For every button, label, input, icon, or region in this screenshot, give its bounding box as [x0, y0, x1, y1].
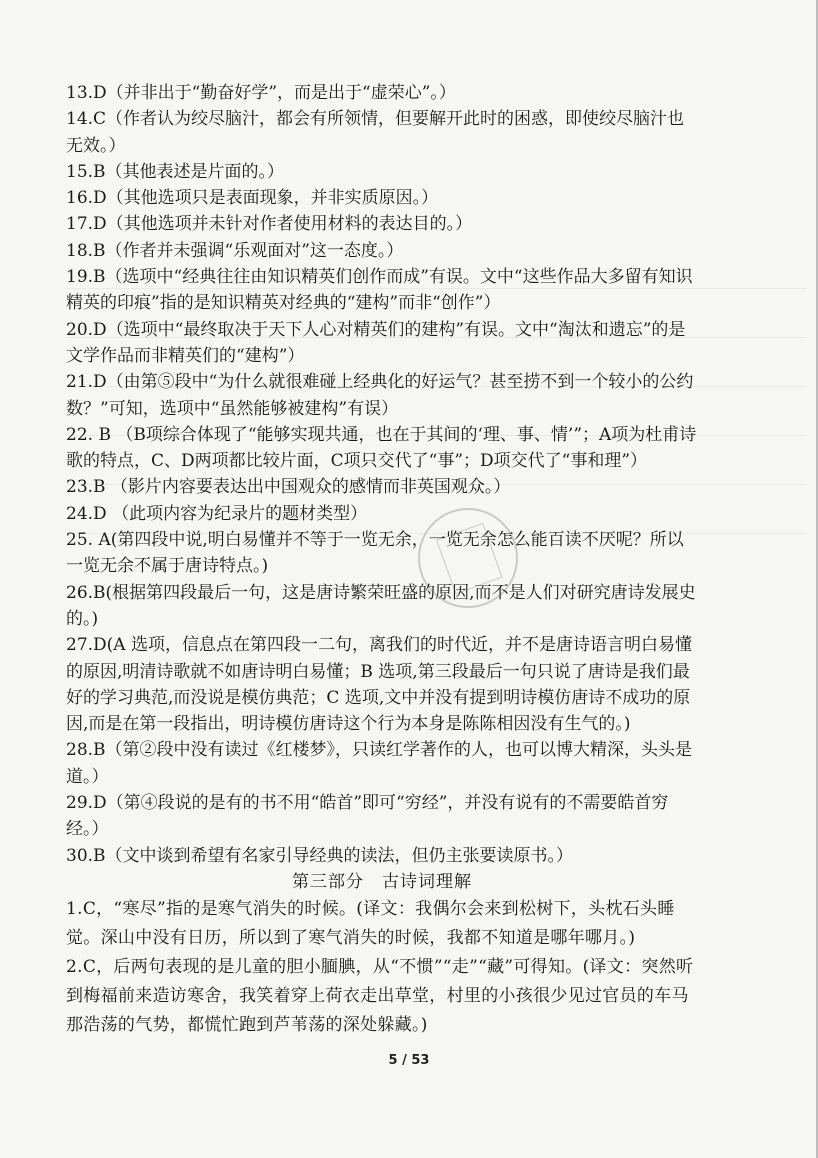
answer-21: 21.D（由第⑤段中“为什么就很难碰上经典化的好运气？甚至捞不到一个较小的公约数？”可知，选项中“虽然能够被建构”有误） [66, 372, 694, 419]
answer-13: 13.D（并非出于“勤奋好学”，而是出于“虚荣心”。） [66, 83, 456, 103]
answer-19: 19.B（选项中“经典往往由知识精英们创作而成”有误。文中“这些作品大多留有知识精英的印痕”指的是知识精英对经典的“建构”而非“创作”） [66, 267, 693, 314]
section-heading: 第三部分 古诗词理解 [292, 871, 472, 892]
page-number: 5 / 53 [388, 1053, 430, 1068]
answer-16: 16.D（其他选项只是表面现象，并非实质原因。） [66, 188, 439, 209]
answer-content [66, 80, 698, 1040]
answer-17: 17.D（其他选项并未针对作者使用材料的表达目的。） [66, 214, 473, 235]
answer-30: 30.B（文中谈到希望有名家引导经典的读法，但仍主张要读原书。） [66, 845, 574, 866]
answer-25: 25. A(第四段中说,明白易懂并不等于一览无余，一览无余怎么能百读不厌呢？所以一览无余不属于唐诗特点。) [66, 530, 684, 577]
answer-27: 27.D(A 选项，信息点在第四段一二句，离我们的时代近，并不是唐诗语言明白易懂的原因,明清诗歌就不如唐诗明白易懂；B 选项,第三段最后一句只说了唐诗是我们最好的学习典范,而没说是模仿典范；C 选项,文中并没有提到明诗模仿唐诗不成功的原因,而是在第一段指出，明诗模仿唐诗这个行为本身是陈陈相因没有生气的。) [66, 635, 692, 735]
answer-15: 15.B（其他表述是片面的。） [66, 161, 285, 182]
answer-20: 20.D（选项中“最终取决于天下人心对精英们的建构”有误。文中“淘汰和遗忘”的是文学作品而非精英们的“建构”） [66, 319, 686, 366]
answer-18: 18.B（作者并未强调“乐观面对”这一态度。） [66, 240, 404, 261]
poem-answer-2: 2.C，后两句表现的是儿童的胆小腼腆，从“不惯”“走”“藏”可得知。(译文：突然听到梅福前来造访寒舍，我笑着穿上荷衣走出草堂，村里的小孩很少见过官员的车马那浩荡的气势，都慌忙跑到芦苇荡的深处躲藏。) [66, 957, 694, 1036]
answer-28: 28.B（第②段中没有读过《红楼梦》，只读红学著作的人，也可以博大精深，头头是道。） [66, 740, 693, 787]
answer-29: 29.D（第④段说的是有的书不用“皓首”即可“穷经”，并没有说有的不需要皓首穷经。） [66, 793, 669, 840]
answer-14: 14.C（作者认为绞尽脑汁，都会有所领情，但要解开此时的困惑，即使绞尽脑汁也无效。） [66, 109, 685, 156]
answer-23: 23.B （影片内容要表达出中国观众的感情而非英国观众。） [66, 477, 511, 498]
answer-26: 26.B(根据第四段最后一句，这是唐诗繁荣旺盛的原因,而不是人们对研究唐诗发展史的。) [66, 582, 696, 629]
poem-answer-1: 1.C，“寒尽”指的是寒气消失的时候。(译文：我偶尔会来到松树下，头枕石头睡觉。深山中没有日历，所以到了寒气消失的时候，我都不知道是哪年哪月。) [66, 899, 675, 949]
answer-22: 22. B （B项综合体现了“能够实现共通，也在于其间的‘理、事、情’”；A项为杜甫诗歌的特点，C、D两项都比较片面，C项只交代了“事”；D项交代了“事和理”） [66, 424, 697, 472]
answer-24: 24.D （此项内容为纪录片的题材类型） [66, 503, 368, 524]
